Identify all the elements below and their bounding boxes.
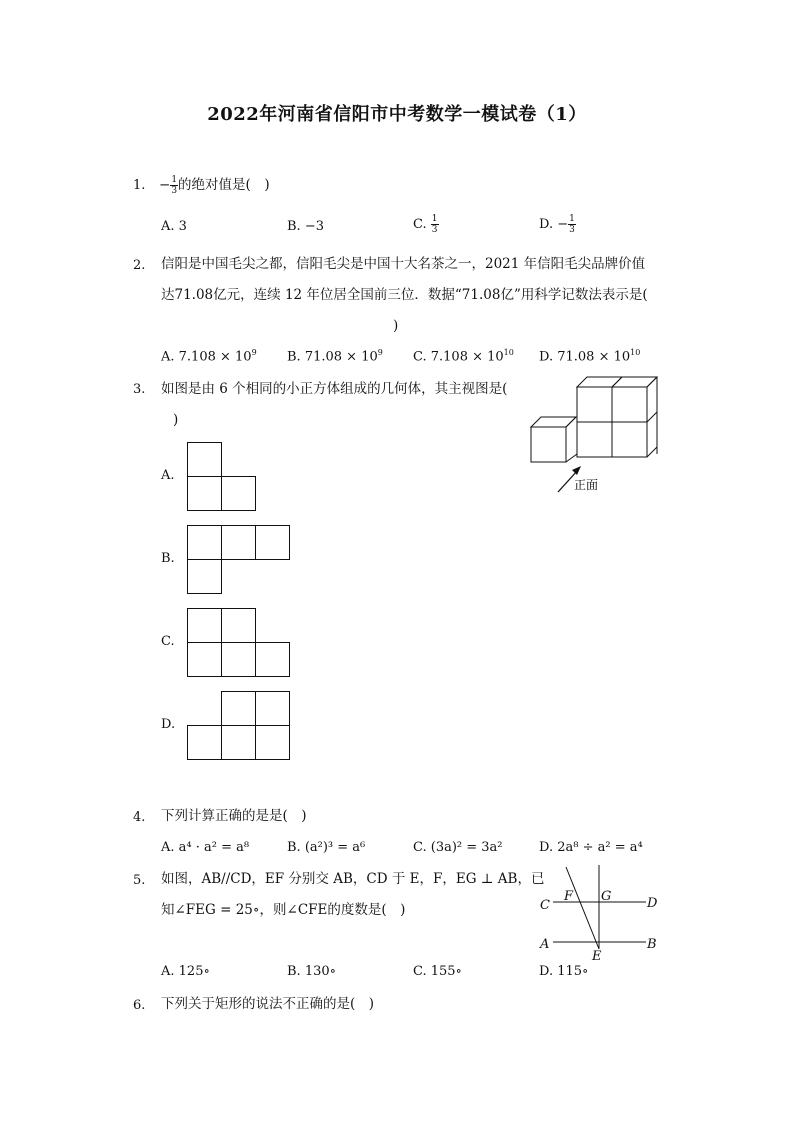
q2-option-d[interactable]: D. $71.08 \times 10^{10}$	[539, 348, 641, 365]
q1-option-a[interactable]: A. 3	[161, 219, 187, 234]
q3-option-a-label[interactable]: A.	[161, 468, 175, 483]
q1-option-b[interactable]: B. −3	[287, 219, 324, 234]
q1-option-c[interactable]: C. $\frac{1}{3}$	[413, 214, 438, 235]
q2-option-b[interactable]: B. $71.08 \times 10^9$	[287, 348, 383, 365]
arrow-head-icon	[572, 466, 581, 475]
q2-number: 2.	[133, 258, 146, 273]
q1-stem: − $\frac{1}{3}$ 的绝对值是( )	[159, 175, 270, 196]
q6-stem: 下列关于矩形的说法不正确的是( )	[161, 996, 375, 1012]
q4-option-a[interactable]: A. a⁴ · a² = a⁸	[161, 840, 250, 855]
point-f-label: F	[564, 889, 574, 904]
q5-parallel-lines-figure	[536, 862, 662, 962]
q5-number: 5.	[133, 873, 146, 888]
q3-option-b-figure[interactable]	[187, 525, 291, 595]
q6-number: 6.	[133, 998, 146, 1013]
line-ef	[566, 867, 599, 949]
q2-stem: 信阳是中国毛尖之都，信阳毛尖是中国十大名茶之一，2021 年信阳毛尖品牌价值 达71.08亿元，连续 12 年位居全国前三位．数据“71.08亿”用科学记数法表示是( )	[161, 256, 648, 334]
q5-option-a[interactable]: A. 125∘	[161, 964, 210, 979]
point-c-label: C	[540, 898, 550, 913]
q5-option-b[interactable]: B. 130∘	[287, 964, 337, 979]
q3-option-d-figure[interactable]	[187, 691, 291, 761]
point-b-label: B	[647, 937, 657, 952]
exam-title: 2022年河南省信阳市中考数学一模试卷（1）	[207, 104, 587, 125]
q4-option-d[interactable]: D. 2a⁸ ÷ a² = a⁴	[539, 840, 643, 855]
point-d-label: D	[647, 896, 658, 911]
q3-stem: 如图是由 6 个相同的小正方体组成的几何体，其主视图是( )	[161, 381, 508, 428]
q4-option-c[interactable]: C. (3a)² = 3a²	[413, 840, 503, 855]
q3-option-a-figure[interactable]	[187, 442, 257, 512]
q1-number: 1.	[133, 178, 146, 193]
q2-option-a[interactable]: A. $7.108 \times 10^9$	[161, 348, 257, 365]
q1-fraction: $\frac{1}{3}$	[171, 175, 178, 196]
q3-option-b-label[interactable]: B.	[161, 551, 175, 566]
point-g-label: G	[601, 889, 612, 904]
q4-option-b[interactable]: B. (a²)³ = a⁶	[287, 840, 366, 855]
q3-option-c-figure[interactable]	[187, 608, 291, 678]
q5-stem: 如图，AB//CD，EF 分别交 AB，CD 于 E，F，EG ⊥ AB，已 知∠FEG = 25∘，则∠CFE的度数是( )	[161, 871, 545, 918]
point-a-label: A	[540, 937, 550, 952]
q2-option-c[interactable]: C. $7.108 \times 10^{10}$	[413, 348, 514, 365]
q3-number: 3.	[133, 382, 146, 397]
q3-cube-figure	[528, 374, 663, 494]
point-e-label: E	[592, 949, 602, 964]
q5-option-c[interactable]: C. 155∘	[413, 964, 462, 979]
q1-option-d[interactable]: D. − $\frac{1}{3}$	[539, 214, 575, 235]
q5-option-d[interactable]: D. 115∘	[539, 964, 589, 979]
q3-option-c-label[interactable]: C.	[161, 634, 175, 649]
q4-stem: 下列计算正确的是是( )	[161, 808, 307, 824]
q3-option-d-label[interactable]: D.	[161, 717, 176, 732]
q4-number: 4.	[133, 810, 146, 825]
front-label: 正面	[574, 478, 599, 492]
